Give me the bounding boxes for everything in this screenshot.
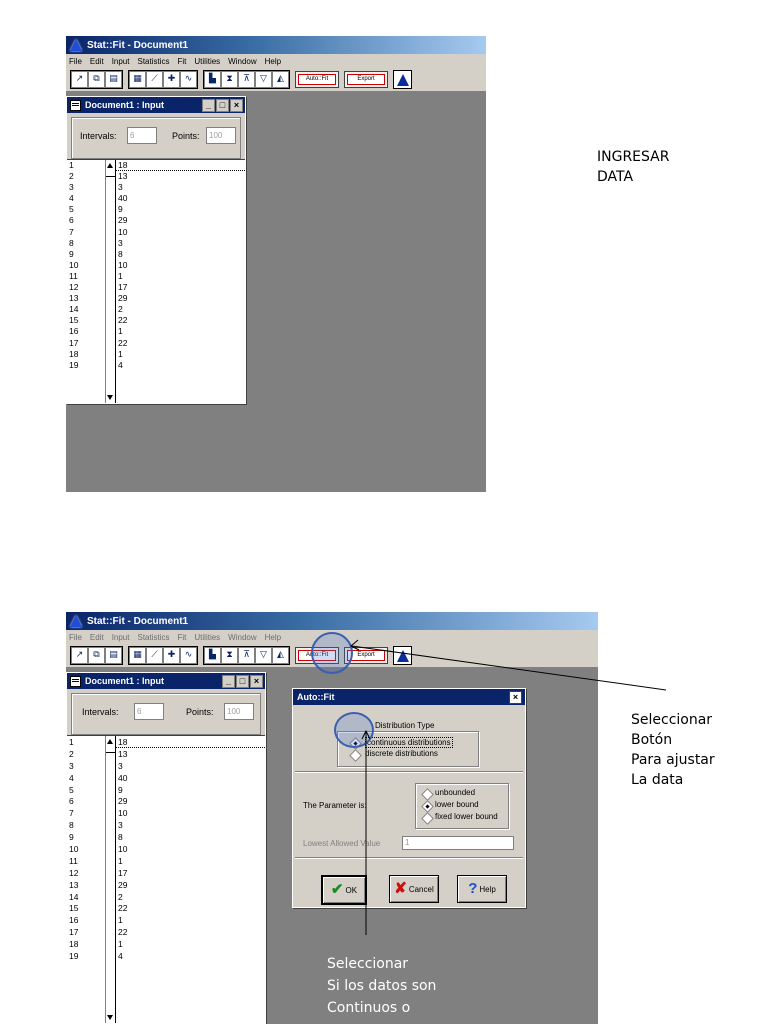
boton-note-line2: Botón — [631, 732, 673, 748]
row-value[interactable]: 10 — [118, 226, 128, 237]
row-value[interactable]: 3 — [118, 820, 123, 831]
lowest-allowed-field[interactable]: 1 — [402, 836, 514, 850]
menu-fit[interactable]: Fit — [177, 56, 187, 66]
minimize-icon[interactable]: _ — [202, 99, 215, 112]
lowest-allowed-label: Lowest Allowed Value — [303, 839, 381, 848]
curve-icon[interactable]: ∿ — [180, 71, 197, 88]
copy-icon[interactable]: ⧉ — [88, 647, 105, 664]
histogram-icon[interactable]: ▙ — [204, 647, 221, 664]
row-number: 6 — [69, 796, 74, 807]
ingresar-note-line1: INGRESAR — [597, 149, 670, 165]
row-number: 3 — [69, 182, 74, 193]
row-number: 1 — [69, 737, 74, 747]
row-number: 5 — [69, 204, 74, 215]
close-icon[interactable]: × — [509, 691, 522, 704]
row-number: 4 — [69, 193, 74, 204]
row-number: 11 — [69, 270, 78, 281]
input-data-icon[interactable]: ▦ — [129, 647, 146, 664]
menu-fit[interactable]: Fit — [177, 632, 187, 642]
row-value[interactable]: 17 — [118, 867, 128, 878]
row-number: 5 — [69, 784, 74, 795]
row-value[interactable]: 18 — [115, 160, 245, 171]
menu-input[interactable]: Input — [111, 632, 130, 642]
lower-bound-label[interactable]: lower bound — [435, 800, 479, 809]
row-number: 18 — [69, 348, 79, 359]
row-number: 16 — [69, 326, 79, 337]
close-icon[interactable]: × — [250, 675, 263, 688]
row-value[interactable]: 17 — [118, 282, 128, 293]
menu-help[interactable]: Help — [264, 56, 282, 66]
menu-window[interactable]: Window — [228, 632, 257, 642]
row-number: 18 — [69, 939, 79, 950]
intervals-field[interactable]: 6 — [127, 127, 157, 144]
row-value[interactable]: 1 — [118, 855, 123, 866]
app-title: Stat::Fit - Document1 — [87, 39, 189, 51]
row-value[interactable]: 1 — [118, 915, 123, 926]
question-mark-icon: ? — [468, 880, 478, 897]
row-value[interactable]: 10 — [118, 844, 128, 855]
row-value[interactable]: 9 — [118, 784, 123, 795]
row-value[interactable]: 22 — [118, 337, 128, 348]
menu-utilities[interactable]: Utilities — [194, 632, 221, 642]
menu-input[interactable]: Input — [111, 56, 130, 66]
menu-statistics[interactable]: Statistics — [137, 56, 170, 66]
row-value[interactable]: 3 — [118, 182, 123, 193]
goodness-of-fit-icon[interactable]: ⊼ — [238, 71, 255, 88]
menu-edit[interactable]: Edit — [89, 632, 104, 642]
help-button-label: Help — [479, 884, 496, 894]
open-file-icon[interactable]: ↗ — [71, 71, 88, 88]
row-number: 17 — [69, 927, 79, 938]
graph-icon[interactable]: ◭ — [272, 647, 289, 664]
row-number: 8 — [69, 237, 74, 248]
ok-button-label: OK — [345, 885, 358, 895]
row-value[interactable]: 40 — [118, 193, 128, 204]
paste-icon[interactable]: ▤ — [105, 71, 122, 88]
row-number: 2 — [69, 171, 74, 182]
row-value[interactable]: 4 — [118, 951, 123, 962]
row-value[interactable]: 8 — [118, 248, 123, 259]
input-window-title: Document1 : Input — [85, 676, 164, 686]
row-value[interactable]: 8 — [118, 832, 123, 843]
continuos-note-line1: Seleccionar — [327, 956, 409, 972]
autofit-pointer-line — [352, 646, 666, 690]
points-field[interactable]: 100 — [224, 703, 254, 720]
row-value[interactable]: 13 — [118, 171, 128, 182]
scatter-icon[interactable]: ⟋ — [146, 71, 163, 88]
menu-edit[interactable]: Edit — [89, 56, 104, 66]
cancel-x-icon: ✘ — [394, 880, 407, 897]
minimize-icon[interactable]: _ — [222, 675, 235, 688]
unbounded-label[interactable]: unbounded — [435, 788, 476, 797]
row-number: 7 — [69, 226, 74, 237]
paste-icon[interactable]: ▤ — [105, 647, 122, 664]
row-number: 10 — [69, 844, 79, 855]
histogram-icon[interactable]: ▙ — [204, 71, 221, 88]
boton-note-line4: La data — [631, 772, 684, 788]
fit-setup-icon[interactable]: ⧗ — [221, 71, 238, 88]
row-number: 12 — [69, 282, 79, 293]
row-value[interactable]: 29 — [118, 215, 128, 226]
row-value[interactable]: 1 — [118, 939, 123, 950]
row-value[interactable]: 40 — [118, 772, 128, 783]
row-number: 9 — [69, 248, 74, 259]
row-number: 4 — [69, 772, 74, 783]
row-value[interactable]: 18 — [115, 736, 265, 748]
row-value[interactable]: 9 — [118, 204, 123, 215]
cancel-button-label: Cancel — [408, 884, 434, 894]
row-number: 3 — [69, 760, 74, 771]
row-number: 19 — [69, 359, 79, 370]
open-file-icon[interactable]: ↗ — [71, 647, 88, 664]
row-number: 14 — [69, 304, 79, 315]
distribution-type-label: Distribution Type — [375, 721, 435, 730]
row-number: 6 — [69, 215, 74, 226]
test-icon[interactable]: ▽ — [255, 71, 272, 88]
row-value[interactable]: 29 — [118, 293, 128, 304]
row-value[interactable]: 29 — [118, 879, 128, 890]
row-number: 15 — [69, 315, 79, 326]
export-button-label: Export — [347, 74, 385, 85]
boton-note-line3: Para ajustar — [631, 752, 715, 768]
row-value[interactable]: 10 — [118, 259, 128, 270]
row-value[interactable]: 1 — [118, 348, 123, 359]
goodness-of-fit-icon[interactable]: ⊼ — [238, 647, 255, 664]
parameter-label: The Parameter is: — [303, 801, 367, 810]
row-number: 17 — [69, 337, 79, 348]
menu-help[interactable]: Help — [264, 632, 282, 642]
checkmark-icon: ✔ — [330, 881, 344, 898]
menu-utilities[interactable]: Utilities — [194, 56, 221, 66]
fixed-lower-bound-label[interactable]: fixed lower bound — [435, 812, 498, 821]
row-number: 1 — [69, 160, 74, 170]
points-label: Points: — [186, 707, 214, 717]
row-number: 13 — [69, 293, 79, 304]
intervals-label: Intervals: — [80, 131, 117, 141]
row-value[interactable]: 3 — [118, 237, 123, 248]
input-data-icon[interactable]: ▦ — [129, 71, 146, 88]
line-icon[interactable]: ✚ — [163, 71, 180, 88]
menu-file[interactable]: File — [69, 56, 82, 66]
curve-icon[interactable]: ∿ — [180, 647, 197, 664]
menu-file[interactable]: File — [69, 632, 82, 642]
row-number: 16 — [69, 915, 79, 926]
row-number: 8 — [69, 820, 74, 831]
scatter-icon[interactable]: ⟋ — [146, 647, 163, 664]
autofit-dialog-title: Auto::Fit — [297, 692, 335, 702]
row-number: 7 — [69, 808, 74, 819]
row-value[interactable]: 22 — [118, 927, 128, 938]
seleccionar-continuos-note — [327, 953, 436, 1019]
boton-note-line1: Seleccionar — [631, 712, 713, 728]
export-button-label: Export — [347, 650, 385, 661]
row-value[interactable]: 1 — [118, 326, 123, 337]
row-number: 10 — [69, 259, 79, 270]
row-number: 14 — [69, 891, 79, 902]
row-value[interactable]: 13 — [118, 748, 128, 759]
autofit-button-label: Auto::Fit — [298, 74, 336, 85]
discrete-label[interactable]: discrete distributions — [365, 749, 438, 758]
fit-setup-icon[interactable]: ⧗ — [221, 647, 238, 664]
row-number: 15 — [69, 903, 79, 914]
row-value[interactable]: 22 — [118, 903, 128, 914]
test-icon[interactable]: ▽ — [255, 647, 272, 664]
intervals-field[interactable]: 6 — [134, 703, 164, 720]
row-value[interactable]: 10 — [118, 808, 128, 819]
menu-window[interactable]: Window — [228, 56, 257, 66]
continuous-label[interactable]: continuous distributions — [367, 738, 451, 747]
row-value[interactable]: 2 — [118, 891, 123, 902]
row-number: 13 — [69, 879, 79, 890]
row-number: 2 — [69, 748, 74, 759]
points-label: Points: — [172, 131, 200, 141]
ingresar-note-line2: DATA — [597, 169, 634, 185]
row-value[interactable]: 22 — [118, 315, 128, 326]
row-number: 11 — [69, 855, 78, 866]
row-value[interactable]: 4 — [118, 359, 123, 370]
app-title: Stat::Fit - Document1 — [87, 615, 189, 627]
row-number: 19 — [69, 951, 79, 962]
row-value[interactable]: 1 — [118, 270, 123, 281]
close-icon[interactable]: × — [230, 99, 243, 112]
menu-statistics[interactable]: Statistics — [137, 632, 170, 642]
graph-icon[interactable]: ◭ — [272, 71, 289, 88]
continuos-note-line3: Continuos o — [327, 1000, 411, 1016]
autofit-pointer-arrowhead — [351, 640, 359, 650]
copy-icon[interactable]: ⧉ — [88, 71, 105, 88]
row-number: 9 — [69, 832, 74, 843]
seleccionar-boton-note — [631, 710, 715, 790]
row-number: 12 — [69, 867, 79, 878]
row-value[interactable]: 29 — [118, 796, 128, 807]
row-value[interactable]: 2 — [118, 304, 123, 315]
autofit-button-label: Auto::Fit — [298, 650, 336, 661]
line-icon[interactable]: ✚ — [163, 647, 180, 664]
maximize-icon[interactable]: □ — [236, 675, 249, 688]
points-field[interactable]: 100 — [206, 127, 236, 144]
continuos-note-line2: Si los datos son — [327, 978, 437, 994]
maximize-icon[interactable]: □ — [216, 99, 229, 112]
intervals-label: Intervals: — [82, 707, 119, 717]
row-value[interactable]: 3 — [118, 760, 123, 771]
input-window-title: Document1 : Input — [85, 100, 164, 110]
